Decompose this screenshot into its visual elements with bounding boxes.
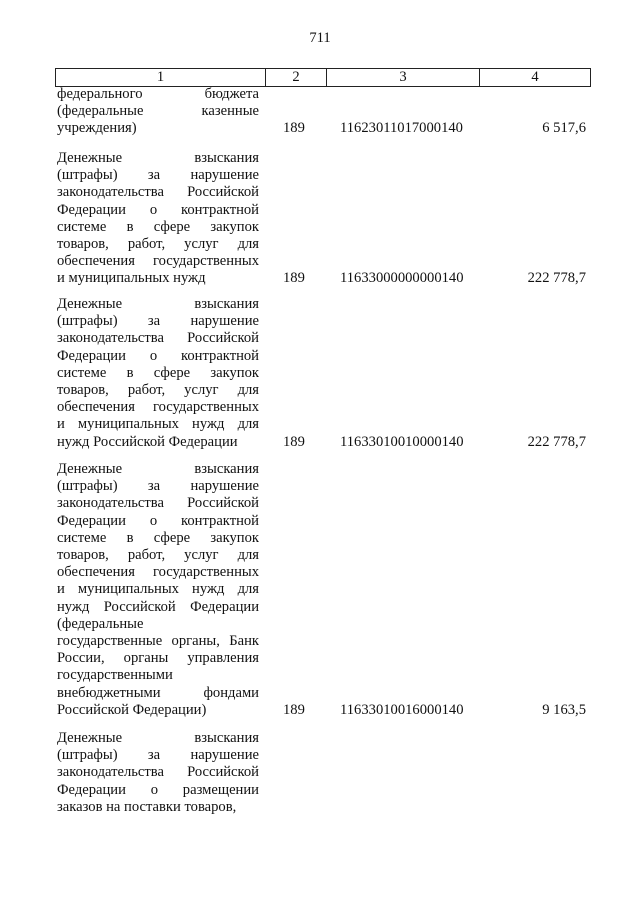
description-line: государственными xyxy=(57,667,173,684)
budget-classification-code: 11633000000000140 xyxy=(340,270,464,287)
description-line: Федерации о контрактной xyxy=(57,201,259,218)
header-col-1: 1 xyxy=(56,69,266,87)
row-description xyxy=(57,461,259,719)
budget-classification-code: 11623011017000140 xyxy=(340,120,463,137)
row-description xyxy=(57,296,259,451)
admin-code: 189 xyxy=(283,701,305,718)
description-line: обеспечения государственных xyxy=(57,399,259,416)
budget-classification-code: 11633010010000140 xyxy=(340,433,464,450)
description-line: Денежные взыскания xyxy=(57,730,259,746)
description-line: товаров, работ, услуг для xyxy=(57,547,259,564)
table-header xyxy=(55,68,591,87)
description-line: и муниципальных нужд xyxy=(57,270,206,287)
description-line: учреждения) xyxy=(57,120,137,137)
description-line: товаров, работ, услуг для xyxy=(57,382,259,399)
description-line: заказов на поставки товаров, xyxy=(57,798,237,815)
description-line: Денежные взыскания xyxy=(57,296,259,312)
description-line: федерального бюджета xyxy=(57,86,259,102)
description-line: и муниципальных нужд для xyxy=(57,581,259,598)
amount-value: 9 163,5 xyxy=(542,701,586,718)
description-line: внебюджетными фондами xyxy=(57,684,259,701)
description-line: нужд Российской Федерации xyxy=(57,598,259,615)
amount-value: 222 778,7 xyxy=(527,270,586,287)
description-line: Денежные взыскания xyxy=(57,461,259,477)
description-line: Федерации о контрактной xyxy=(57,347,259,364)
header-col-3: 3 xyxy=(327,69,480,87)
row-description xyxy=(57,150,259,288)
amount-value: 6 517,6 xyxy=(542,120,586,137)
description-line: обеспечения государственных xyxy=(57,253,259,270)
admin-code: 189 xyxy=(283,120,305,137)
row-description xyxy=(57,730,259,816)
description-line: обеспечения государственных xyxy=(57,564,259,581)
description-line: Федерации о размещении xyxy=(57,781,259,798)
description-line: Денежные взыскания xyxy=(57,150,259,166)
description-line: системе в сфере закупок xyxy=(57,364,259,381)
header-col-4: 4 xyxy=(480,69,591,87)
description-line: (штрафы) за нарушение xyxy=(57,167,259,184)
page-number: 711 xyxy=(309,30,331,46)
admin-code: 189 xyxy=(283,270,305,287)
admin-code: 189 xyxy=(283,433,305,450)
header-col-2: 2 xyxy=(266,69,327,87)
description-line: России, органы управления xyxy=(57,650,259,667)
description-line: Российской Федерации) xyxy=(57,701,207,718)
description-line: законодательства Российской xyxy=(57,184,259,201)
description-line: системе в сфере закупок xyxy=(57,218,259,235)
budget-classification-code: 11633010016000140 xyxy=(340,701,464,718)
description-line: (федеральные казенные xyxy=(57,103,259,120)
description-line: законодательства Российской xyxy=(57,764,259,781)
description-line: нужд Российской Федерации xyxy=(57,433,238,450)
row-description xyxy=(57,86,259,138)
description-line: законодательства Российской xyxy=(57,495,259,512)
description-line: Федерации о контрактной xyxy=(57,512,259,529)
description-line: товаров, работ, услуг для xyxy=(57,236,259,253)
description-line: системе в сфере закупок xyxy=(57,529,259,546)
description-line: (федеральные xyxy=(57,615,144,632)
description-line: и муниципальных нужд для xyxy=(57,416,259,433)
description-line: (штрафы) за нарушение xyxy=(57,478,259,495)
description-line: (штрафы) за нарушение xyxy=(57,313,259,330)
description-line: государственные органы, Банк xyxy=(57,633,259,650)
amount-value: 222 778,7 xyxy=(527,433,586,450)
description-line: (штрафы) за нарушение xyxy=(57,747,259,764)
description-line: законодательства Российской xyxy=(57,330,259,347)
